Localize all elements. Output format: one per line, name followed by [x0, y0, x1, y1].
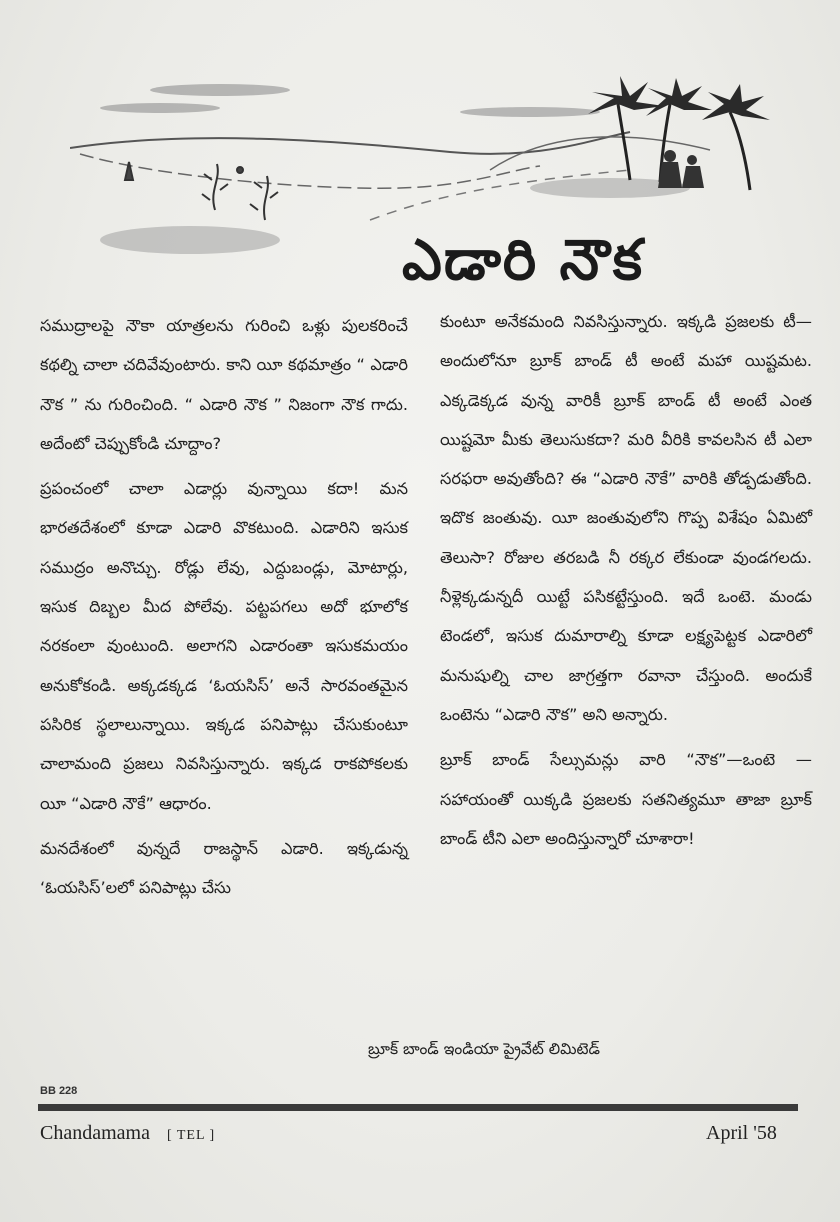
paragraph: మనదేశంలో వున్నదే రాజస్థాన్ ఎడారి. ఇక్కడున్న ‘ఓయసిస్’లలో పనిపాట్లు చేసు	[40, 838, 408, 898]
paragraph: బ్రూక్ బాండ్ సేల్సుమన్లు వారి “నౌక”—ఒంటె — సహాయంతో యిక్కడి ప్రజలకు సతనిత్యమూ తాజా బ్రూక్ బాండ్ టీని ఎలా అందిస్తున్నారో చూశారా!	[440, 750, 812, 848]
paragraph: ప్రపంచంలో చాలా ఎడార్లు వున్నాయి కదా! మన భారతదేశంలో కూడా ఎడారి వొకటుంది. ఎడారిని ఇసుక సముద్రం అనొచ్చు. రోడ్లు లేవు, ఎద్దుబండ్లు, మోటార్లు, ఇసుక దిబ్బల మీద పోలేవు. పట్టపగలు అదో భూలోక నరకంలా వుంటుంది. అలాగని ఎడారంతా ఇసుకమయం అనుకోకండి. అక్కడక్కడ ‘ఓయసిస్’ అనే సారవంతమైన పసిరిక స్థలాలున్నాయి. ఇక్కడ పనిపాట్లు చేసుకుంటూ చాలామంది ప్రజలు నివసిస్తున్నారు. ఇక్కడ రాకపోకలకు యీ “ఎడారి నౌకే” ఆధారం.	[40, 479, 408, 813]
ad-code: BB 228	[40, 1085, 78, 1097]
right-column	[440, 302, 812, 864]
footer-magazine	[40, 1122, 215, 1145]
edition-tag: [ TEL ]	[166, 1128, 216, 1143]
paragraph: కుంటూ అనేకమంది నివసిస్తున్నారు. ఇక్కడి ప్రజలకు టీ—అందులోనూ బ్రూక్ బాండ్ టీ అంటే మహా యిష్టమట. ఎక్కడెక్కడ వున్న వారికీ బ్రూక్ బాండ్ టీ అంటే ఎంత యిష్టమో మీకు తెలుసుకదా? మరి వీరికి కావలసిన టీ ఎలా సరఫరా అవుతోంది? ఈ “ఎడారి నౌకే” వారికి తోడ్పడుతోంది. ఇదొక జంతువు. యీ జంతువులోని గొప్ప విశేషం ఏమిటో తెలుసా? రోజుల తరబడి నీ రక్కర లేకుండా వుండగలదు. నీళ్లెక్కడున్నదీ యిట్టే పసికట్టేస్తుంది. ఇదే ఒంటె. మండు టెండలో, ఇసుక దుమారాల్ని కూడా లక్ష్యపెట్టక ఎడారిలో మనుషుల్ని చాల జాగ్రత్తగా రవానా చేస్తుంది. అందుకే ఒంటెను “ఎడారి నౌక” అని అన్నారు.	[440, 312, 813, 724]
left-column	[40, 306, 408, 913]
paragraph: సముద్రాలపై నౌకా యాత్రలను గురించి ఒళ్లు పులకరించే కథల్ని చాలా చదివేవుంటారు. కాని యీ కథమాత్రం “ ఎడారి నౌక ” ను గురించింది. “ ఎడారి నౌక ” నిజంగా నౌక గాదు. అదేంటో చెప్పుకోండి చూద్దాం?	[40, 316, 408, 453]
footer-divider	[38, 1104, 798, 1111]
magazine-name: Chandamama	[40, 1122, 150, 1144]
page-title: ఎడారి నౌక	[402, 228, 645, 293]
advertiser-signature: బ్రూక్ బాండ్ ఇండియా ప్రైవేట్ లిమిటెడ్	[368, 1040, 600, 1058]
issue-date: April '58	[706, 1122, 777, 1144]
